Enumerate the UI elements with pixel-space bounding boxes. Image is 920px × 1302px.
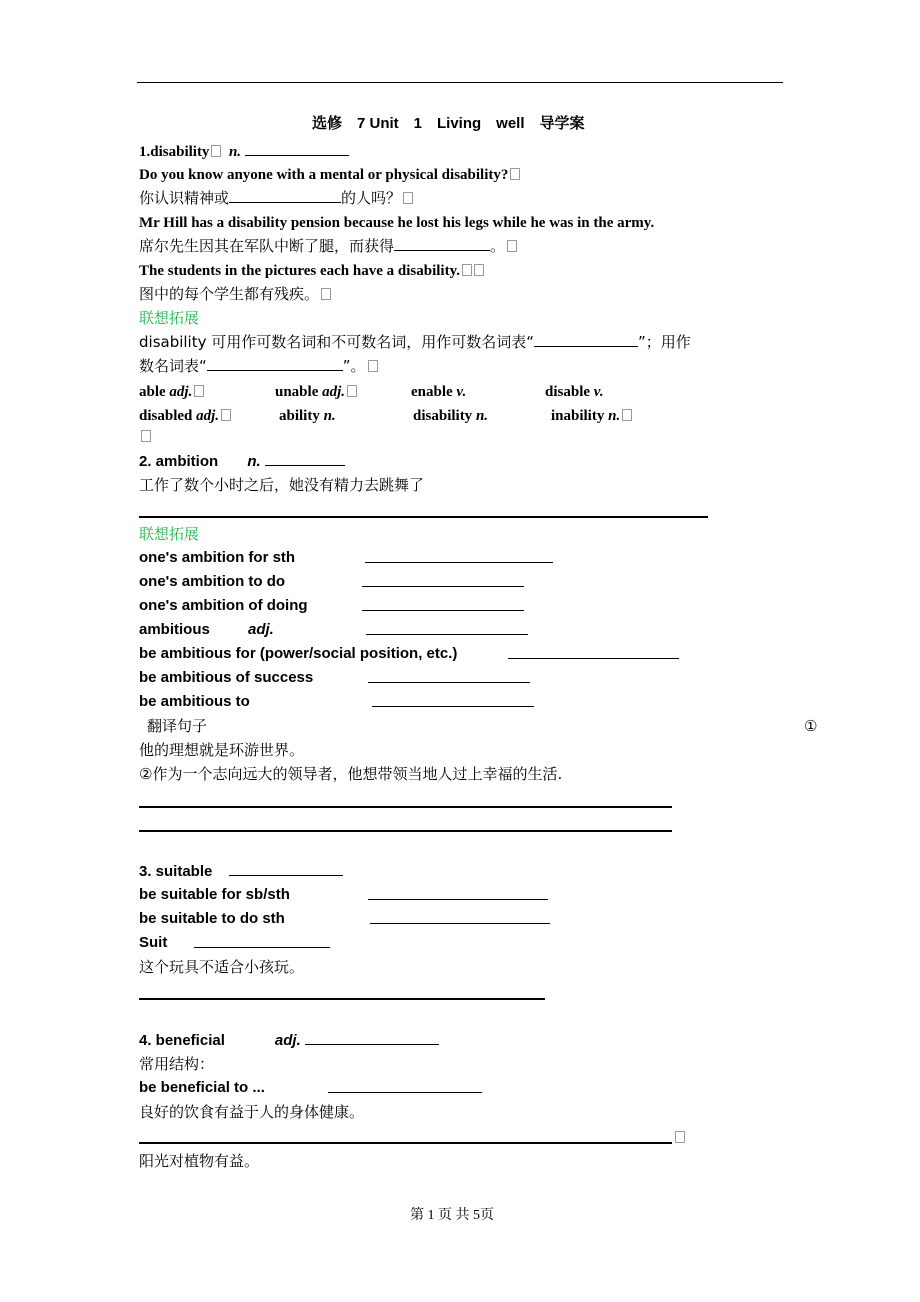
s1-note-blank2[interactable] [207,356,343,371]
s2-heading [139,451,345,471]
s2-head-word: 2. ambition [139,453,219,470]
s1-head-pos: n. [228,144,242,160]
s1-ex3-cn-text: 图中的每个学生都有残疾。 [139,285,320,303]
s1-note-line2 [139,356,378,376]
missing-glyph-icon [368,360,378,372]
s3-phrase-3: Suit [139,934,168,951]
s2-phrase-4: ambitious [139,621,210,638]
s1-ex2-cn-a: 席尔先生因其在军队中断了腿，而获得 [139,237,395,255]
s2-circle-one: ① [804,717,818,735]
s4-translate-2: 阳光对植物有益。 [139,1152,260,1170]
s2-phrase-1: one's ambition for sth [139,549,296,566]
s1-ex2-blank[interactable] [394,236,490,251]
missing-glyph-icon [675,1131,685,1143]
s2-answer-line[interactable] [139,516,708,518]
s1-ex1-cn-a: 你认识精神或 [139,189,230,207]
s1-note-blank1[interactable] [534,332,638,347]
s2-phrase-5: be ambitious for (power/social position, etc.) [139,645,458,662]
s4-trailing-box [673,1127,685,1147]
s3-phrase-2-blank[interactable] [370,909,550,929]
s1-blank[interactable] [245,141,349,156]
missing-glyph-icon [474,264,484,276]
s1-ex1-cn [139,188,413,208]
s2-blank[interactable] [265,451,345,466]
s1-word-enable: enable v. [411,384,467,400]
s4-head-pos: adj. [274,1032,301,1049]
s4-common: 常用结构： [139,1055,215,1073]
s1-ex2-en: Mr Hill has a disability pension because he lost his legs while he was in the army. [139,215,655,231]
missing-glyph-icon [403,192,413,204]
s1-note-b: ”；用作 [638,333,691,351]
s1-word-disability: disability n. [413,408,489,424]
s2-phrase-3: one's ambition of doing [139,597,308,614]
s1-ex3-en-text: The students in the pictures each have a disability. [139,263,461,279]
s1-head-word: 1.disability [139,144,210,160]
missing-glyph-icon [211,145,221,157]
s2-answer-line-1[interactable] [139,806,672,808]
s3-head-word: 3. suitable [139,863,213,880]
s3-phrase-3-blank[interactable] [194,933,330,953]
s2-phrase-6: be ambitious of success [139,669,314,686]
s2-phrase-7: be ambitious to [139,693,250,710]
s1-ex1-cn-b: 的人吗？ [341,189,402,207]
s3-phrase-1: be suitable for sb/sth [139,886,290,903]
missing-glyph-icon [510,168,520,180]
s1-note-c: 数名词表“ [139,357,207,375]
s4-answer-line[interactable] [139,1142,672,1144]
s2-phrase-7-blank[interactable] [372,692,534,712]
s3-sentence-cn: 这个玩具不适合小孩玩。 [139,958,305,976]
missing-glyph-icon [507,240,517,252]
s4-translate-1: 良好的饮食有益于人的身体健康。 [139,1103,365,1121]
s1-word-inability: inability n. [551,406,632,426]
s3-phrase-2: be suitable to do sth [139,910,285,927]
missing-glyph-icon [141,430,151,442]
s2-translate-2: ②作为一个志向远大的领导者，他想带领当地人过上幸福的生活. [139,765,563,783]
s4-head-word: 4. beneficial [139,1032,225,1049]
s2-phrase-1-blank[interactable] [365,548,553,568]
s1-word-ability: ability n. [279,408,336,424]
s3-heading [139,861,343,881]
s2-assoc-heading: 联想拓展 [139,525,200,543]
s1-word-disabled: disabled adj. [139,406,231,426]
s4-phrase-blank[interactable] [328,1078,482,1098]
s2-translate-label: 翻译句子 [147,717,208,735]
s1-ex1-en [139,165,520,185]
s1-ex1-en-text: Do you know anyone with a mental or physical disability? [139,167,509,183]
s2-phrase-4-pos: adj. [248,621,274,638]
s2-answer-line-2[interactable] [139,830,672,832]
s4-phrase: be beneficial to ... [139,1079,265,1096]
s1-ex3-en [139,261,484,281]
s4-blank[interactable] [305,1030,439,1045]
s1-word-unable: unable adj. [275,382,357,402]
s4-heading [139,1030,439,1050]
missing-glyph-icon [321,288,331,300]
s1-ex1-blank[interactable] [229,188,341,203]
s2-phrase-6-blank[interactable] [368,668,530,688]
s2-phrase-3-blank[interactable] [362,596,524,616]
s3-phrase-1-blank[interactable] [368,885,548,905]
s1-note-d: ”。 [342,357,366,375]
s1-ex2-cn [139,236,517,256]
s1-note-line1 [139,332,691,352]
s2-phrase-2-blank[interactable] [362,572,524,592]
s2-phrase-2: one's ambition to do [139,573,286,590]
s1-ex3-cn [139,284,331,304]
s1-word-disable: disable v. [545,384,604,400]
missing-glyph-icon [462,264,472,276]
s1-note-a: disability 可用作可数名词和不可数名词，用作可数名词表“ [139,333,535,351]
s2-sentence-cn: 工作了数个小时之后，她没有精力去跳舞了 [139,476,425,494]
s2-head-pos: n. [247,453,261,470]
s2-phrase-4-blank[interactable] [366,620,528,640]
s1-heading [139,141,349,161]
s3-blank[interactable] [229,861,343,876]
s3-answer-line[interactable] [139,998,545,1000]
page-footer: 第 1 页 共 5页 [410,1208,494,1223]
page-title: 选修 7 Unit 1 Living well 导学案 [312,115,585,132]
header-rule [137,82,783,83]
s1-ex2-cn-b: 。 [490,237,506,255]
s1-assoc-heading: 联想拓展 [139,309,200,327]
s2-phrase-5-blank[interactable] [508,644,679,664]
s1-word-able: able adj. [139,382,204,402]
s2-translate-1: 他的理想就是环游世界。 [139,741,305,759]
s1-trailing-box [139,427,151,447]
